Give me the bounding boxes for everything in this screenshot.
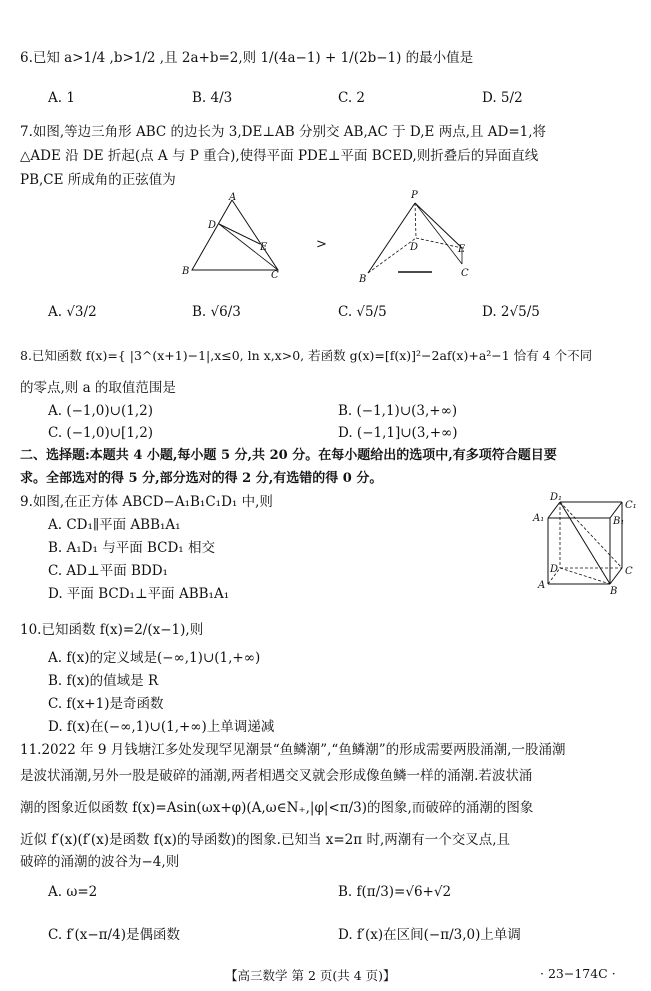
- q7-option-d: D. 2√5/5: [482, 304, 540, 320]
- q7-line2: △ADE 沿 DE 折起(点 A 与 P 重合),使得平面 PDE⊥平面 BCED,则折叠后的异面直线: [20, 148, 539, 164]
- q8-option-b: B. (−1,1)∪(3,+∞): [338, 403, 458, 419]
- q9-option-b: B. A₁D₁ 与平面 BCD₁ 相交: [48, 540, 216, 556]
- q8-option-a: A. (−1,0)∪(1,2): [48, 403, 153, 419]
- q7-label-d: D: [208, 220, 217, 231]
- q7-line3: PB,CE 所成角的正弦值为: [20, 172, 176, 188]
- q7-label-a: A: [229, 192, 237, 203]
- q9-option-c: C. AD⊥平面 BDD₁: [48, 563, 168, 579]
- q7-label-c2: C: [461, 268, 469, 279]
- q11-line3: 潮的图象近似函数 f(x)=Asin(ωx+φ)(A,ω∈N₊,|φ|<π/3)的图象,而破碎的涌潮的图象: [20, 800, 534, 816]
- section2-line2: 求。全部选对的得 5 分,部分选对的得 2 分,有选错的得 0 分。: [20, 471, 383, 486]
- q11-option-a: A. ω=2: [48, 884, 98, 900]
- q11-option-b: B. f(π/3)=√6+√2: [338, 884, 452, 900]
- q11-option-c: C. f′(x−π/4)是偶函数: [48, 927, 180, 943]
- q7-figure: [170, 188, 490, 298]
- q8-line2: 的零点,则 a 的取值范围是: [20, 380, 176, 396]
- q6-stem: 6.已知 a>1/4 ,b>1/2 ,且 2a+b=2,则 1/(4a−1) + 1/(2b−1) 的最小值是: [20, 50, 474, 66]
- q10-option-d: D. f(x)在(−∞,1)∪(1,+∞)上单调递减: [48, 719, 275, 735]
- q10-option-c: C. f(x+1)是奇函数: [48, 696, 164, 712]
- q9-label-d1: D₁: [550, 492, 563, 503]
- q8-line1: 8.已知函数 f(x)={ |3^(x+1)−1|,x≤0, ln x,x>0, 若函数 g(x)=[f(x)]²−2af(x)+a²−1 恰有 4 个不同: [20, 348, 593, 363]
- q7-label-b2: B: [359, 274, 367, 285]
- q7-option-a: A. √3/2: [48, 304, 97, 320]
- q10-stem: 10.已知函数 f(x)=2/(x−1),则: [20, 622, 204, 638]
- q9-label-b1: B₁: [613, 516, 625, 527]
- q9-label-d: D: [550, 564, 559, 575]
- q7-option-b: B. √6/3: [192, 304, 241, 320]
- q9-cube-figure: [530, 488, 650, 600]
- footer-code: · 23−174C ·: [540, 966, 616, 981]
- q8-option-d: D. (−1,1]∪(3,+∞): [338, 425, 458, 441]
- q9-stem: 9.如图,在正方体 ABCD−A₁B₁C₁D₁ 中,则: [20, 494, 273, 510]
- q9-option-d: D. 平面 BCD₁⊥平面 ABB₁A₁: [48, 586, 230, 602]
- q10-option-b: B. f(x)的值域是 R: [48, 673, 159, 689]
- q7-label-c: C: [271, 270, 279, 281]
- q6-option-a: A. 1: [48, 90, 75, 106]
- q9-label-b: B: [610, 586, 618, 597]
- q7-label-p: P: [411, 190, 418, 201]
- q6-option-d: D. 5/2: [482, 90, 523, 106]
- q10-option-a: A. f(x)的定义域是(−∞,1)∪(1,+∞): [48, 650, 261, 666]
- q9-label-a1: A₁: [533, 513, 545, 524]
- q7-line1: 7.如图,等边三角形 ABC 的边长为 3,DE⊥AB 分别交 AB,AC 于 D,E 两点,且 AD=1,将: [20, 124, 547, 140]
- q7-label-e2: E: [458, 244, 466, 255]
- q6-option-c: C. 2: [338, 90, 366, 106]
- q7-label-b: B: [182, 266, 190, 277]
- q7-arrow: >: [316, 237, 327, 252]
- footer-page-info: 【高三数学 第 2 页(共 4 页)】: [225, 968, 396, 983]
- q11-line5: 破碎的涌潮的波谷为−4,则: [20, 854, 180, 870]
- q8-option-c: C. (−1,0)∪[1,2): [48, 425, 154, 441]
- q9-label-c: C: [625, 566, 633, 577]
- q9-label-c1: C₁: [625, 500, 637, 511]
- q9-option-a: A. CD₁∥平面 ABB₁A₁: [48, 517, 181, 533]
- q9-label-a: A: [538, 580, 546, 591]
- q7-option-c: C. √5/5: [338, 304, 387, 320]
- q11-option-d: D. f′(x)在区间(−π/3,0)上单调: [338, 927, 521, 943]
- q11-line4: 近似 f′(x)(f′(x)是函数 f(x)的导函数)的图象.已知当 x=2π 时,两潮有一个交叉点,且: [20, 832, 511, 848]
- q11-line1: 11.2022 年 9 月钱塘江多处发现罕见潮景“鱼鳞潮”,“鱼鳞潮”的形成需要两股涌潮,一股涌潮: [20, 742, 566, 758]
- section2-line1: 二、选择题:本题共 4 小题,每小题 5 分,共 20 分。在每小题给出的选项中,有多项符合题目要: [20, 448, 557, 463]
- q6-option-b: B. 4/3: [192, 90, 233, 106]
- q7-label-d2: D: [410, 242, 419, 253]
- q11-line2: 是波状涌潮,另外一股是破碎的涌潮,两者相遇交叉就会形成像鱼鳞一样的涌潮.若波状涌: [20, 768, 533, 784]
- q7-label-e: E: [260, 242, 268, 253]
